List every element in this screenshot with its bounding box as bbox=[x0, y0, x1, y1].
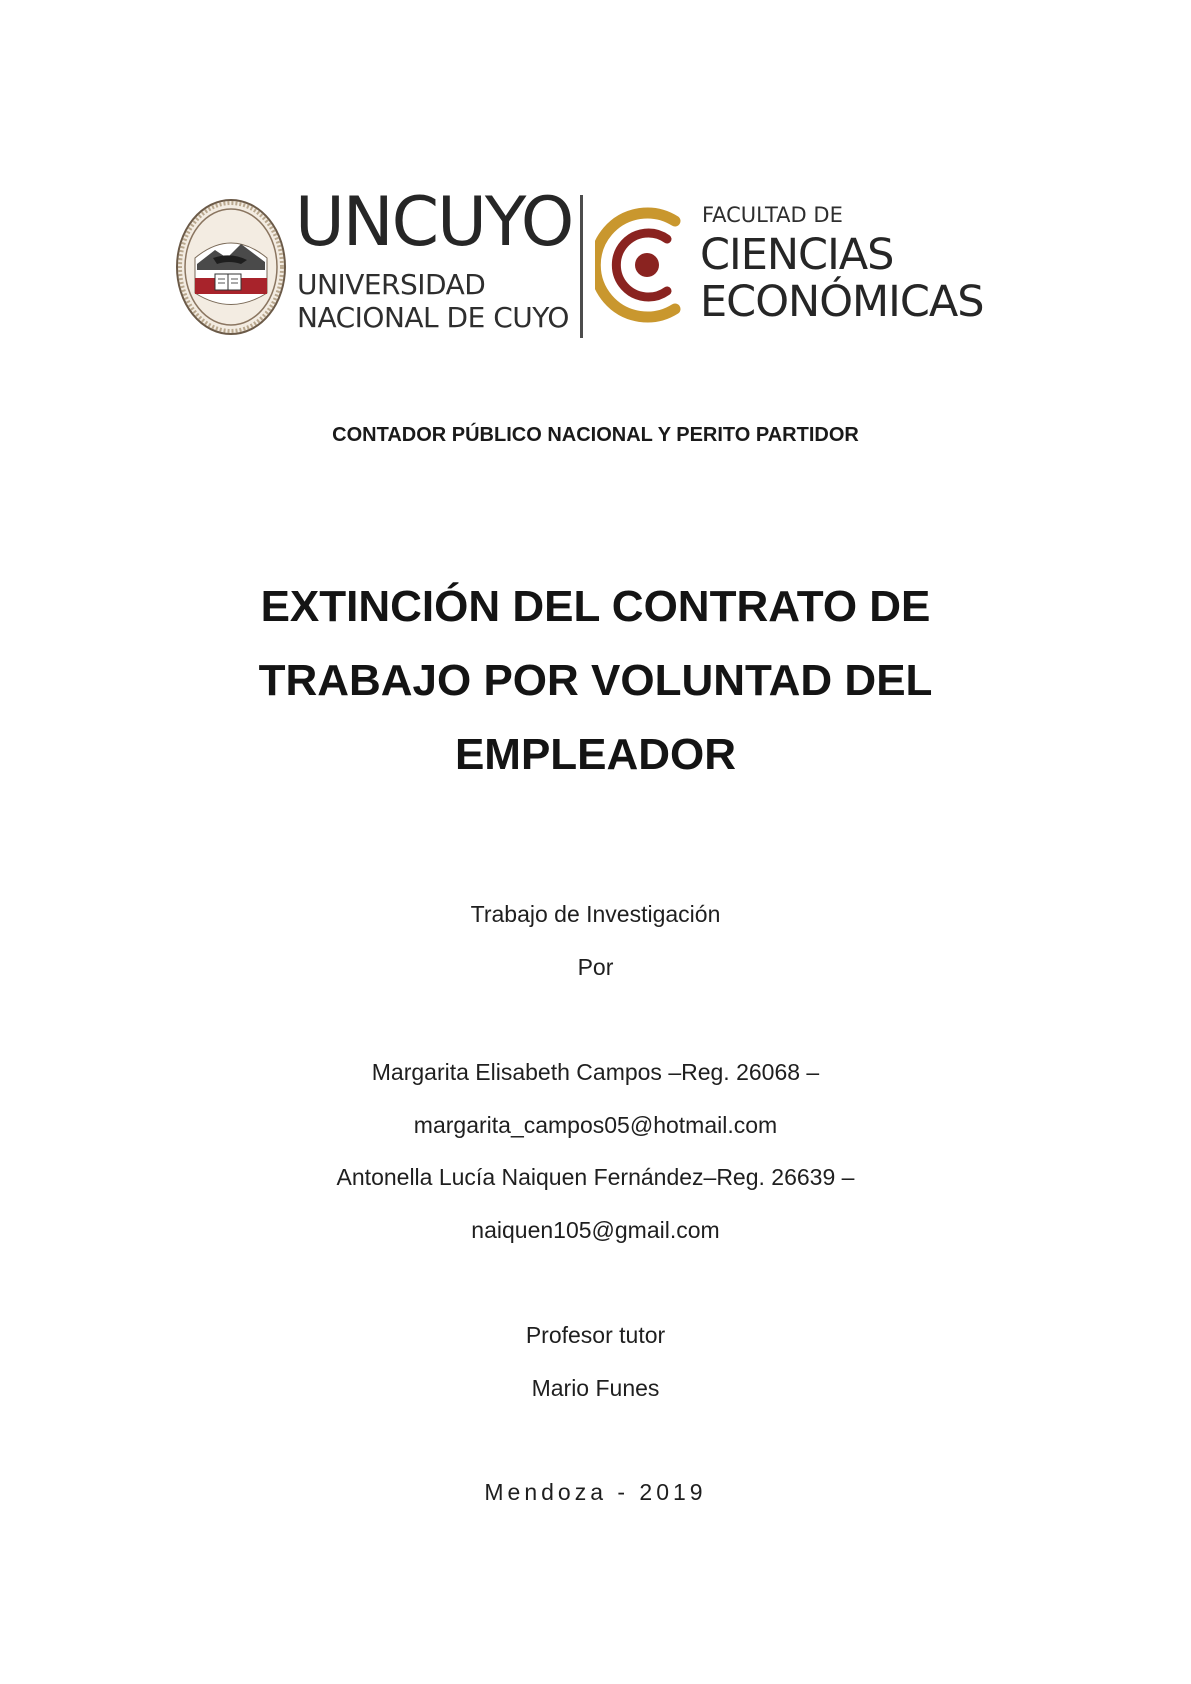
career-heading: CONTADOR PÚBLICO NACIONAL Y PERITO PARTIDOR bbox=[332, 424, 859, 446]
place-year: Mendoza - 2019 bbox=[484, 1479, 707, 1505]
logo-header bbox=[175, 183, 1015, 345]
document-title-line-2: TRABAJO POR VOLUNTAD DEL bbox=[258, 656, 933, 705]
uncuyo-subtitle-line-1: UNIVERSIDAD bbox=[297, 268, 486, 301]
university-seal-icon bbox=[175, 198, 287, 336]
faculty-prefix: FACULTAD DE bbox=[702, 203, 843, 227]
author-2-name: Antonella Lucía Naiquen Fernández–Reg. 26639 – bbox=[336, 1164, 855, 1190]
author-1-email: margarita_campos05@hotmail.com bbox=[413, 1112, 778, 1138]
faculty-c-logo-icon bbox=[595, 205, 687, 325]
document-title-line-1: EXTINCIÓN DEL CONTRATO DE bbox=[260, 582, 931, 631]
faculty-name-line-1: CIENCIAS bbox=[700, 230, 894, 280]
uncuyo-subtitle-line-2: NACIONAL DE CUYO bbox=[297, 301, 569, 334]
author-2-email: naiquen105@gmail.com bbox=[471, 1217, 720, 1243]
author-1-name: Margarita Elisabeth Campos –Reg. 26068 – bbox=[371, 1059, 820, 1085]
work-type: Trabajo de Investigación bbox=[470, 901, 721, 927]
faculty-name-line-2: ECONÓMICAS bbox=[700, 277, 984, 327]
document-title-line-3: EMPLEADOR bbox=[454, 730, 737, 779]
tutor-name: Mario Funes bbox=[531, 1375, 660, 1401]
faculty-wordmark bbox=[700, 195, 1020, 345]
tutor-label: Profesor tutor bbox=[525, 1322, 666, 1348]
by-label: Por bbox=[577, 954, 614, 980]
logo-divider bbox=[580, 195, 583, 338]
uncuyo-title: UNCUYO bbox=[295, 183, 573, 262]
